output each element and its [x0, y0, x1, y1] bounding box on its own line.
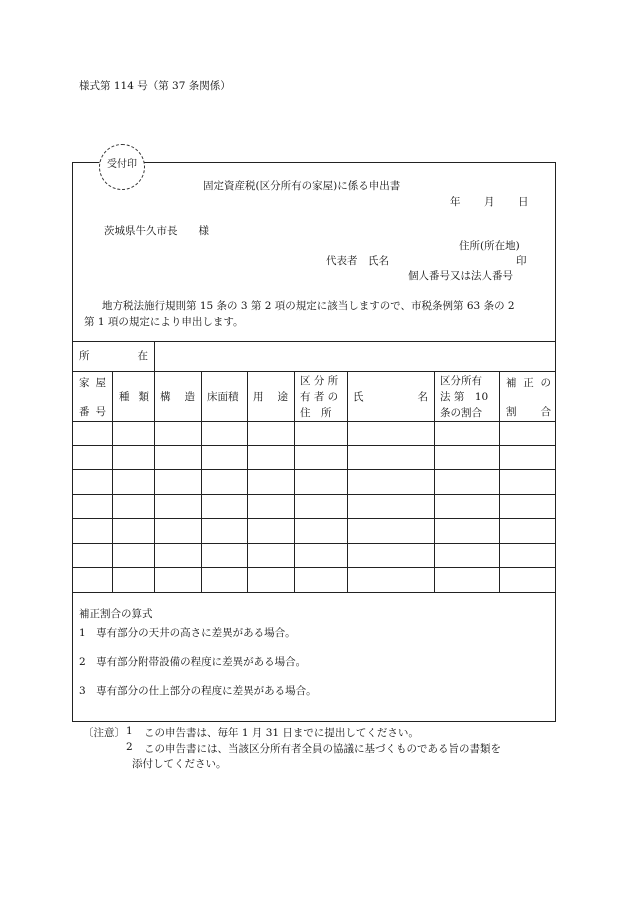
table-header-bottom-border	[72, 421, 556, 422]
header-use: 用 途	[253, 391, 288, 403]
header-ratio-2: 法 第 10	[440, 391, 489, 403]
header-ratio-3: 条の割合	[440, 407, 482, 419]
header-owner-address-3: 住 所	[300, 407, 332, 419]
declaration-line-2: 第 1 項の規定により申出します。	[84, 316, 244, 328]
address-label: 住所(所在地)	[459, 240, 520, 252]
table-row-border	[72, 567, 556, 568]
representative-name-label: 代表者 氏名	[326, 255, 389, 267]
form-title: 固定資産税(区分所有の家屋)に係る申出書	[203, 180, 401, 192]
date-year-label: 年	[450, 196, 461, 208]
notes-label: 〔注意〕	[83, 727, 125, 739]
date-day-label: 日	[518, 196, 529, 208]
stamp-label: 受付印	[107, 159, 137, 170]
reception-stamp	[99, 144, 145, 190]
declaration-line-1: 地方税法施行規則第 15 条の 3 第 2 項の規定に該当しますので、市税条例第 63 条の 2	[102, 300, 515, 312]
id-number-label: 個人番号又は法人番号	[408, 270, 513, 282]
table-header-top-border	[72, 371, 556, 372]
table-top-border	[72, 341, 556, 342]
header-ratio-1: 区分所有	[440, 375, 482, 387]
seal-mark: 印	[516, 255, 527, 267]
note-2-text: この申告書には、当該区分所有者全員の協議に基づくものである旨の書類を	[144, 743, 501, 755]
header-structure: 構 造	[160, 391, 195, 403]
table-row-border	[72, 518, 556, 519]
column-divider	[201, 371, 202, 592]
header-adjust-top: 補 正 の	[506, 377, 551, 389]
header-name: 氏 名	[353, 391, 428, 403]
table-row-border	[72, 543, 556, 544]
header-adjust-bottom: 割 合	[506, 406, 551, 418]
column-divider	[347, 371, 348, 592]
note-2-continuation: 添付してください。	[132, 758, 227, 770]
note-2-number: 2	[126, 741, 133, 753]
header-house-number-bottom: 番 号	[79, 406, 106, 418]
header-type: 種 類	[119, 391, 149, 403]
form-number: 様式第 114 号（第 37 条関係）	[79, 80, 231, 92]
formula-item-2: 2 専有部分附帯設備の程度に差異がある場合。	[79, 656, 307, 668]
header-owner-address-1: 区 分 所	[300, 375, 339, 387]
table-row-border	[72, 445, 556, 446]
column-divider	[112, 371, 113, 592]
location-divider	[154, 341, 155, 371]
column-divider	[294, 371, 295, 592]
location-label: 所 在	[79, 350, 148, 362]
table-row-border	[72, 494, 556, 495]
note-1-text: この申告書は、毎年 1 月 31 日までに提出してください。	[144, 727, 419, 739]
formula-item-1: 1 専有部分の天井の高さに差異がある場合。	[79, 627, 296, 639]
header-floor-area: 床面積	[207, 391, 239, 403]
column-divider	[247, 371, 248, 592]
column-divider	[154, 371, 155, 592]
formula-item-3: 3 専有部分の仕上部分の程度に差異がある場合。	[79, 685, 317, 697]
note-1-number: 1	[126, 725, 133, 737]
addressee: 茨城県牛久市長 様	[104, 225, 209, 237]
date-month-label: 月	[484, 196, 495, 208]
table-row-border	[72, 469, 556, 470]
header-owner-address-2: 有 者 の	[300, 391, 339, 403]
header-house-number-top: 家 屋	[79, 377, 106, 389]
table-bottom-border	[72, 592, 556, 593]
column-divider	[434, 371, 435, 592]
column-divider	[499, 371, 500, 592]
formula-title: 補正割合の算式	[79, 608, 153, 620]
